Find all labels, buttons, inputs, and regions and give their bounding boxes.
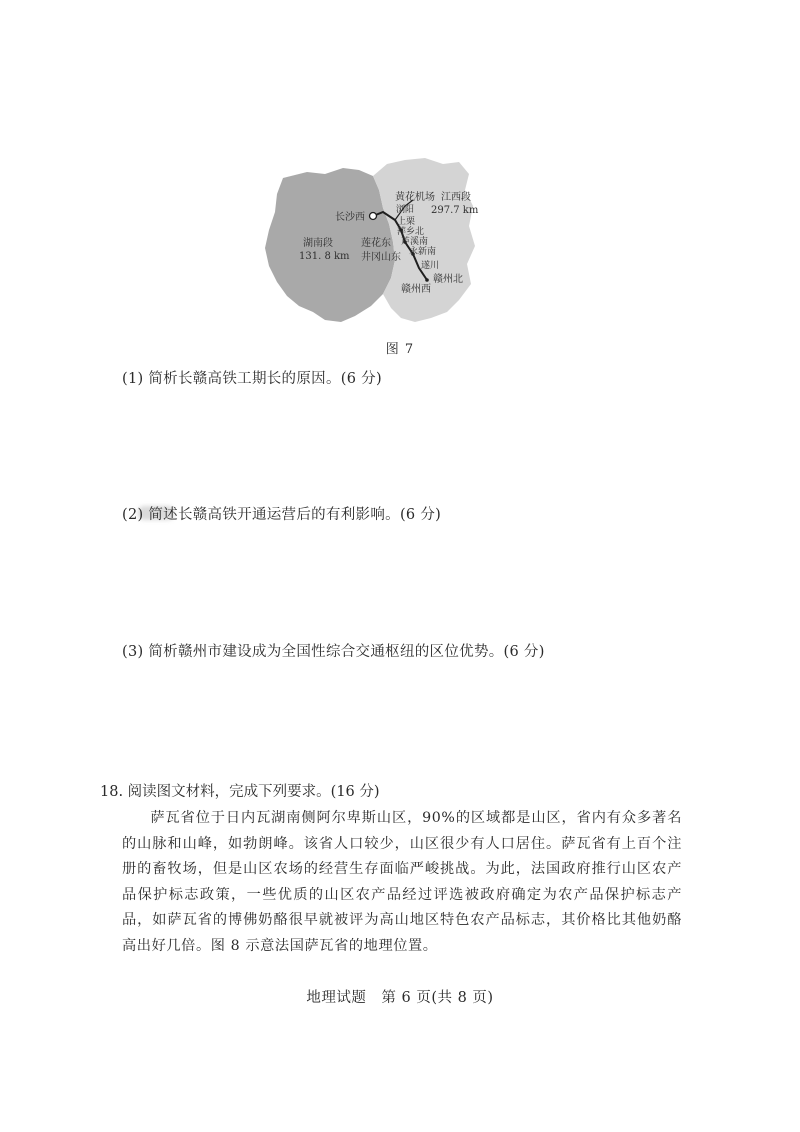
label-lianhua: 莲花东 [361, 238, 391, 249]
problem-18-heading: 18. 阅读图文材料，完成下列要求。(16 分) [100, 784, 380, 800]
question-3: (3) 简析赣州市建设成为全国性综合交通枢纽的区位优势。(6 分) [122, 644, 545, 660]
label-hunan-section: 湖南段 [303, 238, 333, 249]
label-changsha-west: 长沙西 [335, 212, 365, 223]
label-ganzhou-north: 赣州北 [433, 274, 463, 285]
label-huanghua-airport: 黄花机场 [395, 192, 435, 203]
label-pingxiang-north: 萍乡北 [397, 227, 425, 237]
station-changsha-west [370, 213, 377, 220]
label-jinggangshan-east: 井冈山东 [361, 252, 401, 263]
label-shangli: 上栗 [397, 217, 416, 227]
map-svg [255, 150, 480, 330]
figure-7-caption: 图 7 [385, 342, 415, 357]
label-suichuan: 遂川 [421, 261, 440, 271]
label-jiangxi-section: 江西段 [441, 192, 471, 203]
label-yongxin-south: 永新南 [409, 247, 437, 257]
page-footer: 地理试题 第 6 页(共 8 页) [306, 990, 494, 1006]
label-hunan-length: 131. 8 km [299, 251, 350, 262]
question-1: (1) 简析长赣高铁工期长的原因。(6 分) [122, 371, 382, 387]
label-luxi-south: 芦溪南 [401, 237, 429, 247]
problem-18-material: 萨瓦省位于日内瓦湖南侧阿尔卑斯山区，90%的区域都是山区，省内有众多著名的山脉和山峰，如勃朗峰。该省人口较少，山区很少有人口居住。萨瓦省有上百个注册的畜牧场，但是山区农场的经营生存面临严峻挑战。为此，法国政府推行山区农产品保护标志政策，一些优质的山区农产品经过评选被政府确定为农产品保护标志产品，如萨瓦省的博佛奶酪很早就被评为高山地区特色农产品标志，其价格比其他奶酪高出好几倍。图 8 示意法国萨瓦省的地理位置。 [122, 810, 682, 954]
question-2: (2) 简述长赣高铁开通运营后的有利影响。(6 分) [122, 507, 442, 523]
label-ganzhou-west: 赣州西 [401, 284, 431, 295]
label-liuyang: 浏阳 [396, 205, 415, 215]
figure-7-map [255, 150, 480, 330]
station-dot [425, 278, 429, 282]
label-jiangxi-length: 297.7 km [431, 205, 479, 216]
